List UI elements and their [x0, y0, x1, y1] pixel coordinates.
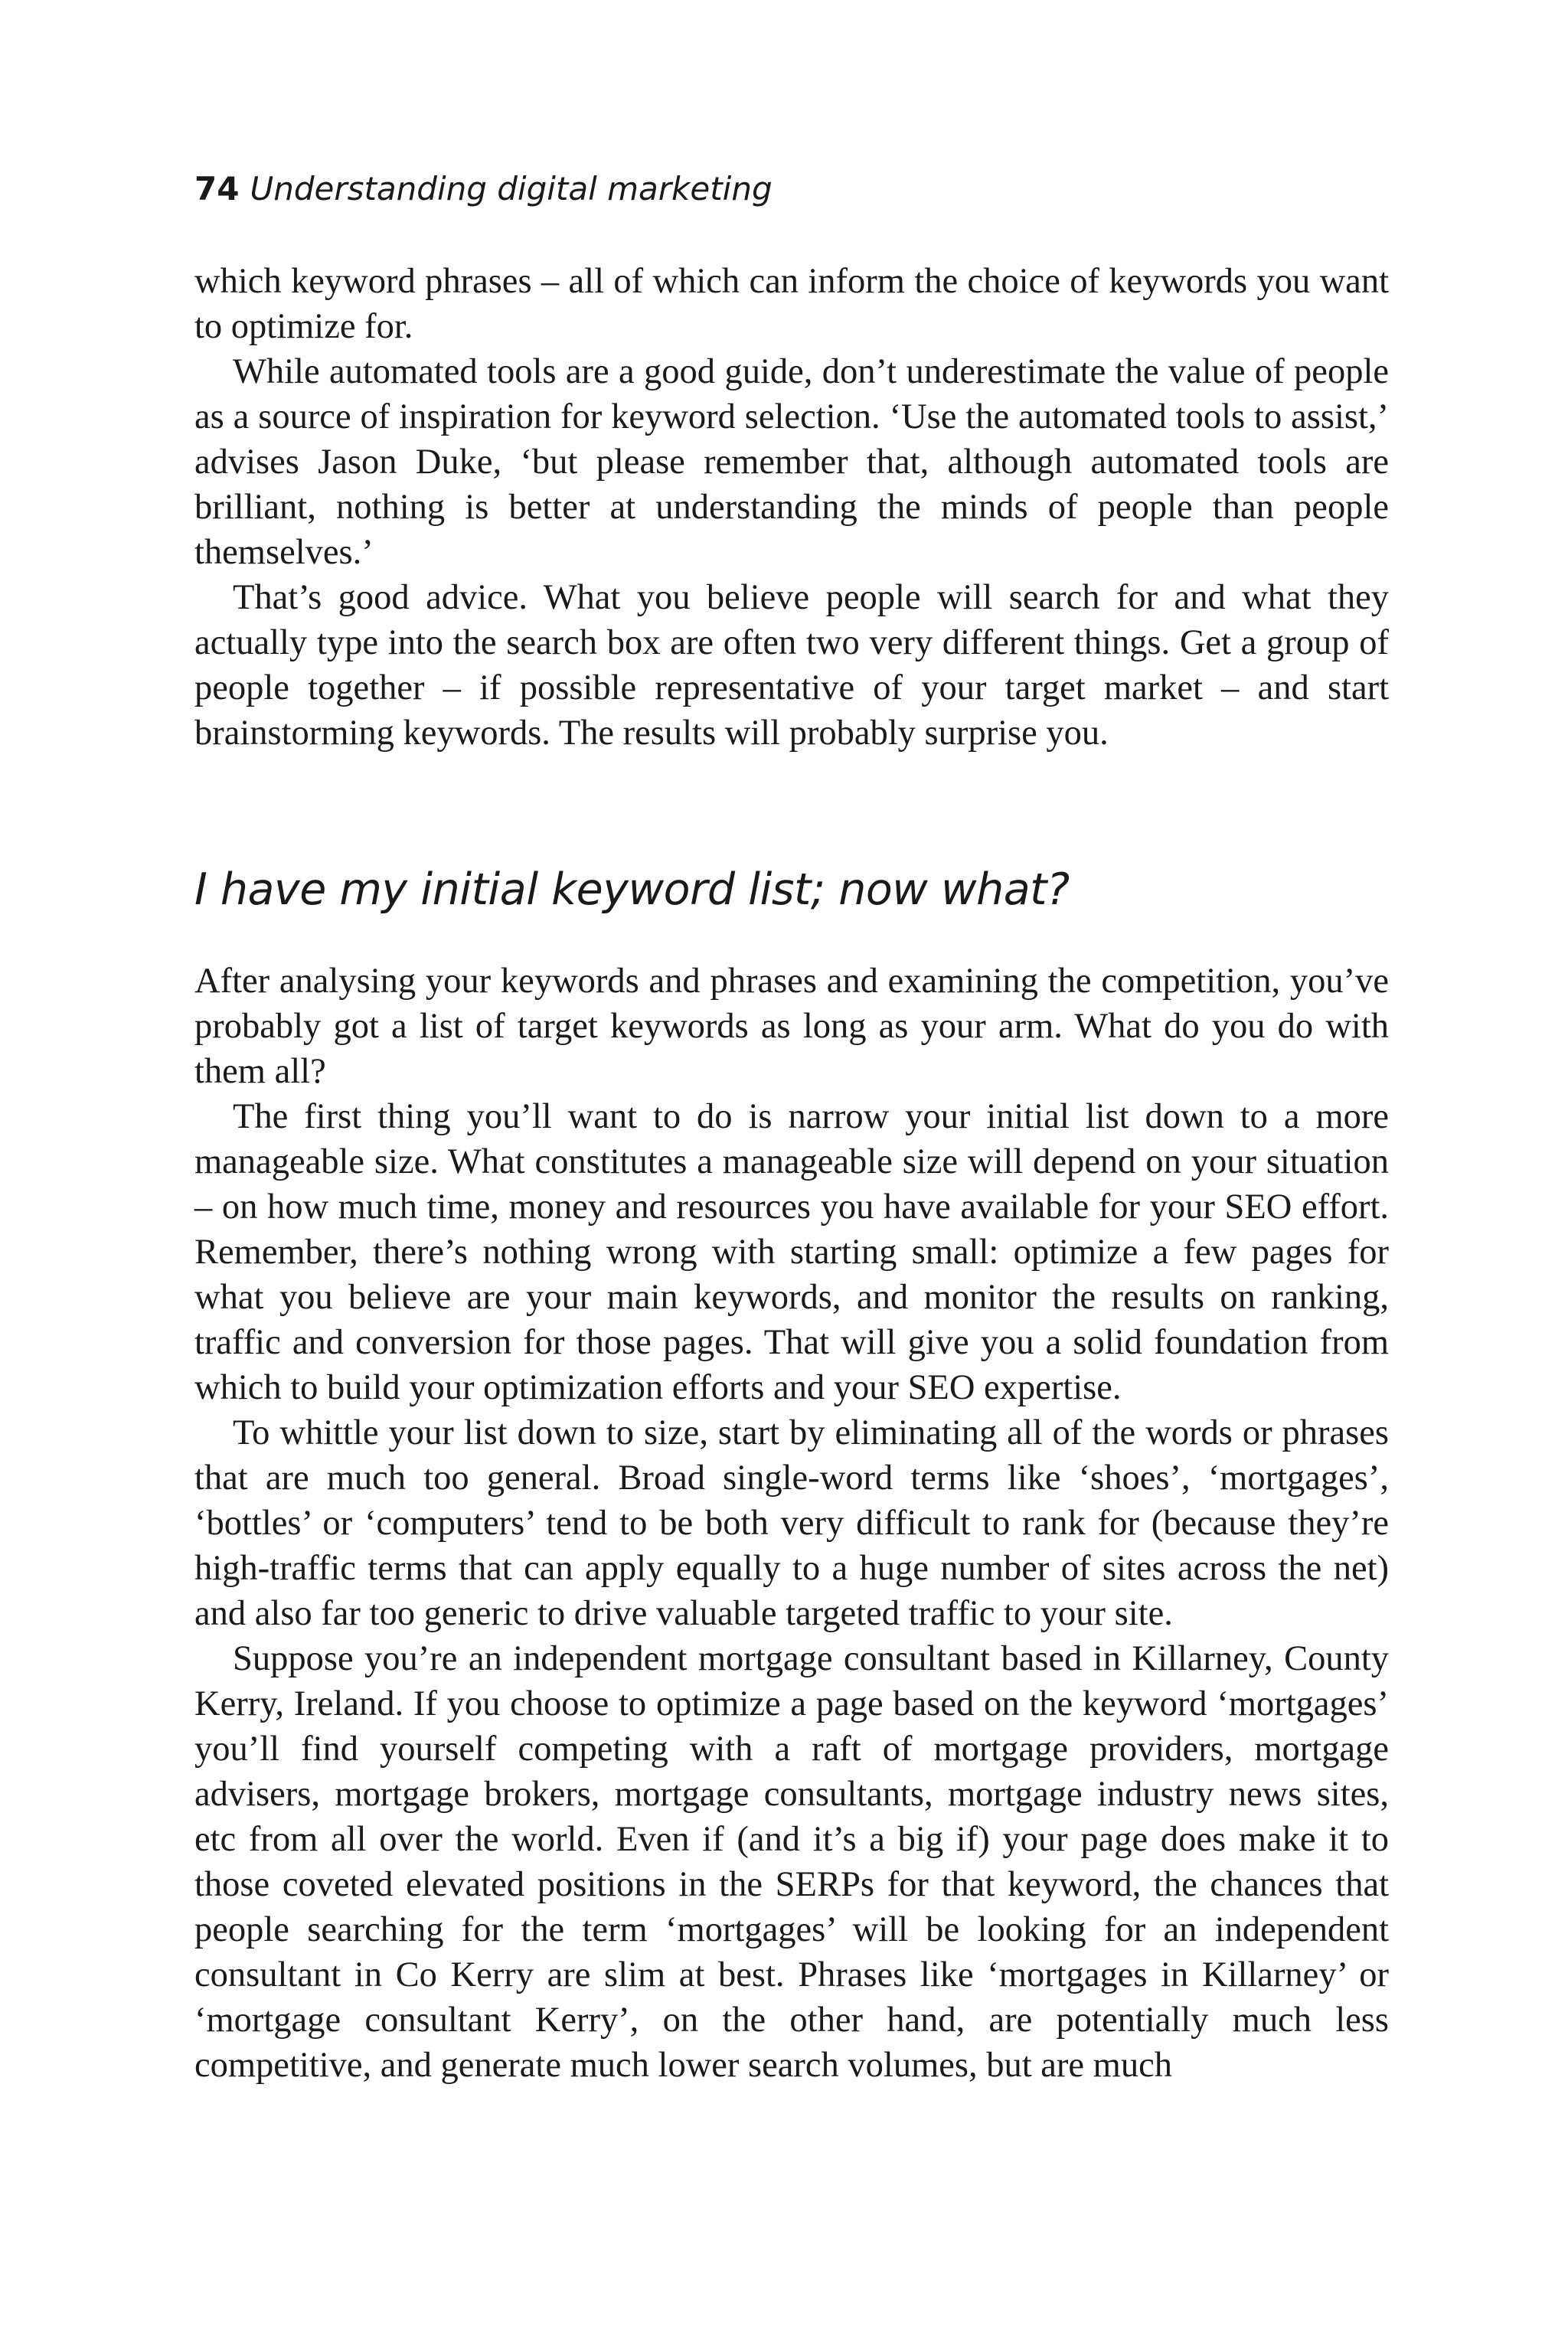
paragraph-mortgage-example: Suppose you’re an independent mortgage consultant based in Killarney, County Kerry, Ireland. If you choose to optimize a page based on the keyword ‘mortgages’ you’ll find yourself competing with a raft of mortgage providers, mortgage advisers, mortgage brokers, mortgage consultants, mortgage industry news sites, etc from all over the world. Even if (and it’s a big if) your page does make it to those coveted elevated positions in the SERPs for that keyword, the chances that people searching for the term ‘mortgages’ will be looking for an independent consultant in Co Kerry are slim at best. Phrases like ‘mortgages in Killarney’ or ‘mortgage consultant Kerry’, on the other hand, are potentially much less competitive, and generate much lower search volumes, but are much	[194, 1639, 1389, 2085]
running-head	[194, 170, 773, 207]
paragraph-narrow-list: The first thing you’ll want to do is narrow your initial list down to a more manageable size. What constitutes a manageable size will depend on your situation – on how much time, money and resources you have available for your SEO effort. Remember, there’s nothing wrong with starting small: optimize a few pages for what you believe are your main keywords, and monitor the results on ranking, traffic and conversion for those pages. That will give you a solid foundation from which to build your optimization efforts and your SEO expertise.	[194, 1097, 1389, 1407]
paragraph-automated-tools: While automated tools are a good guide, don’t underestimate the value of people as a source of inspiration for keyword selection. ‘Use the automated tools to assist,’ advises Jason Duke, ‘but please remember that, although automated tools are brilliant, nothing is better at understanding the minds of people than people themselves.’	[194, 352, 1389, 572]
page-number: 74	[194, 170, 240, 207]
paragraph-whittle-list: To whittle your list down to size, start by eliminating all of the words or phrases that are much too general. Broad single-word terms like ‘shoes’, ‘mortgages’, ‘bottles’ or ‘computers’ tend to be both very difficult to rank for (because they’re high-traffic terms that can apply equally to a huge number of sites across the net) and also far too generic to drive valuable targeted traffic to your site.	[194, 1413, 1389, 1633]
section-text-block	[194, 959, 1389, 2088]
book-title: Understanding digital marketing	[250, 170, 773, 207]
paragraph-after-analysing: After analysing your keywords and phrases and examining the competition, you’ve probably got a list of target keywords as long as your arm. What do you do with them all?	[194, 962, 1389, 1091]
section-heading: I have my initial keyword list; now what?	[194, 864, 1070, 915]
intro-text-block	[194, 259, 1389, 756]
paragraph-good-advice: That’s good advice. What you believe people will search for and what they actually type into the search box are often two very different things. Get a group of people together – if possible representative of your target market – and start brainstorming keywords. The results will probably surprise you.	[194, 578, 1389, 753]
paragraph-continuation: which keyword phrases – all of which can inform the choice of keywords you want to optimize for.	[194, 262, 1389, 346]
